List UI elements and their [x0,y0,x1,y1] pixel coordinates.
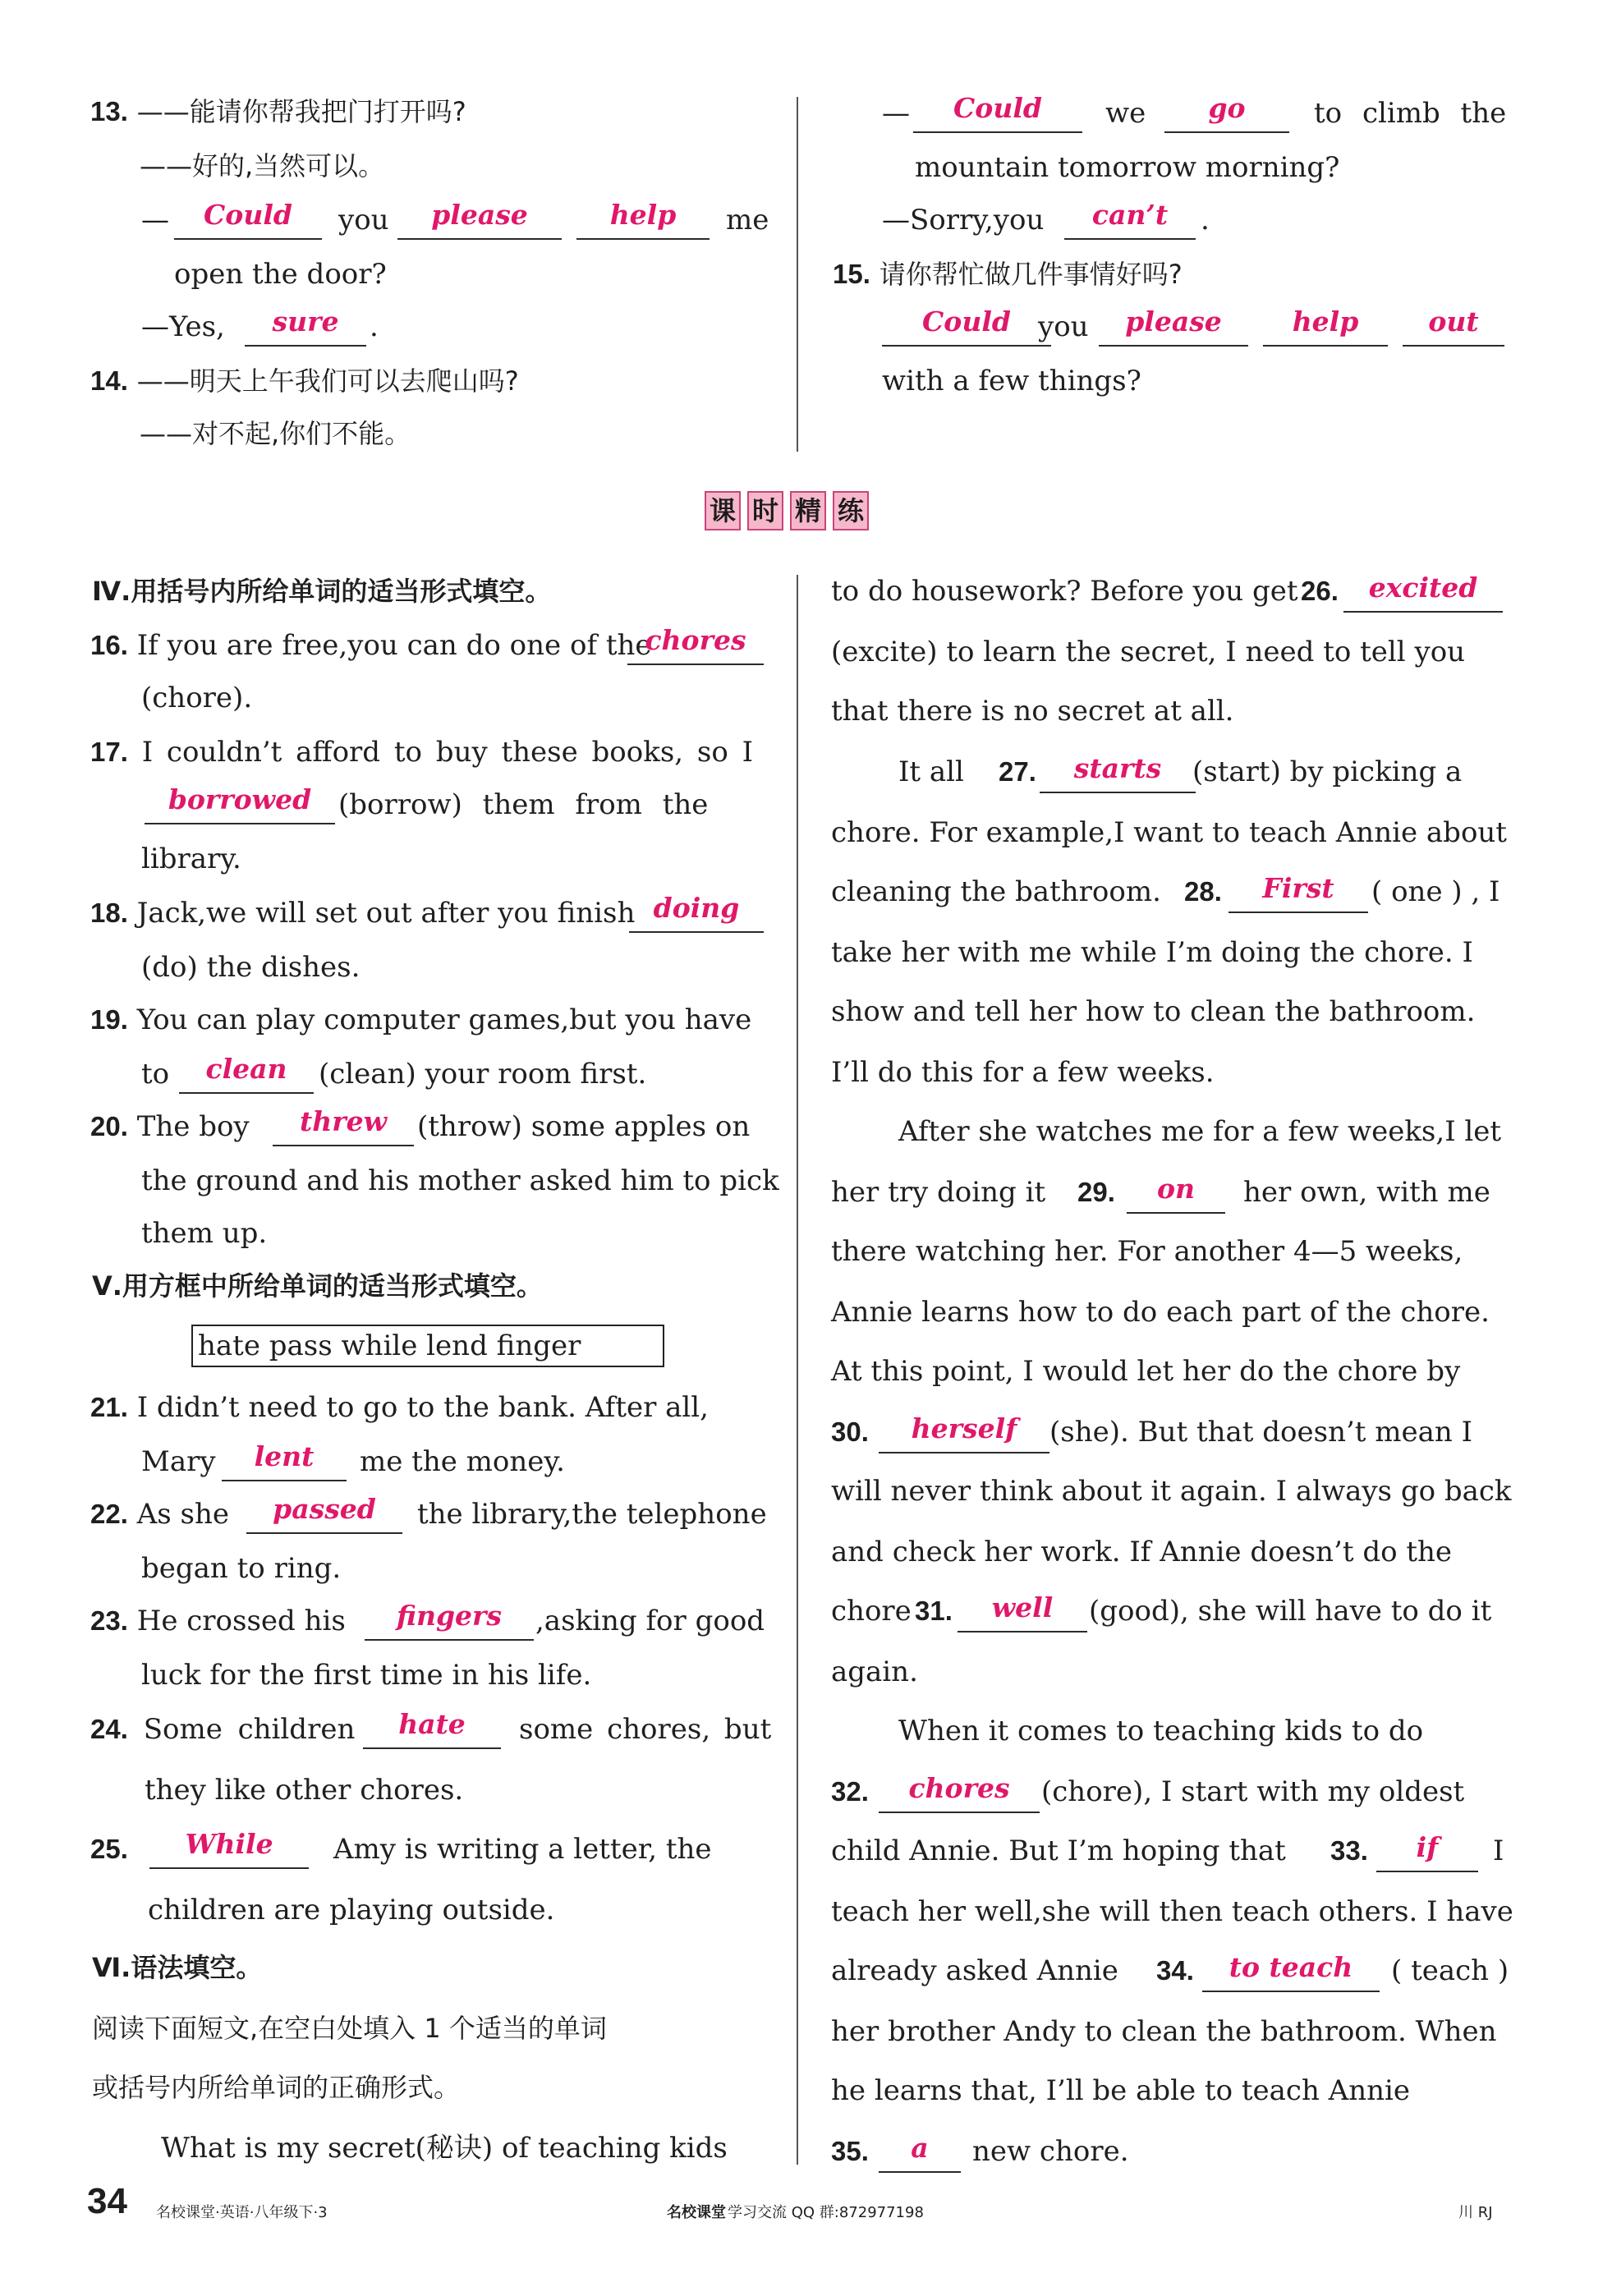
column-divider-main [797,575,798,2165]
section-vi-title: Ⅵ.语法填空。 [92,1952,263,1983]
passage-line-0: What is my secret(秘诀) of teaching kids [161,2132,728,2165]
answer-text: First [1262,872,1334,904]
answer-text: help [609,199,677,231]
q14-blank-1[interactable] [913,92,1082,133]
q14-words: to climb the [1314,97,1507,130]
q17-line1 [90,736,753,769]
q15-prompt [833,258,1183,291]
banner-char-3: 精 [790,491,826,530]
q13-period: . [370,310,379,343]
q25-line1 [90,1833,128,1866]
q20-line1 [90,1110,250,1143]
q17-text: I couldn’t afford to buy these books, so I [141,736,754,769]
q17-number: 17. [90,737,128,767]
q23-line1 [90,1605,346,1637]
passage-line-1: to do housework? Before you get [831,575,1298,608]
q16-blank[interactable] [627,624,764,665]
passage-line-4b: (start) by picking a [1192,755,1463,788]
q13-word-me: me [726,204,769,236]
answer-text: passed [273,1493,376,1525]
q21-mary: Mary [141,1445,216,1478]
q22-blank[interactable] [246,1493,402,1534]
answer-text: threw [299,1105,388,1137]
q23-text: He crossed his [136,1605,346,1637]
passage-line-21: (chore), I start with my oldest [1041,1775,1465,1808]
passage-line-11: her try doing it [831,1176,1046,1209]
footer-book-title: 名校课堂·英语·八年级下·3 [156,2204,328,2221]
section-iv-title: Ⅳ.用括号内所给单词的适当形式填空。 [92,576,552,607]
answer-text: well [991,1591,1054,1623]
q35-number: 35. [831,2136,869,2166]
passage-line-4: It all [898,755,964,788]
q27-number: 27. [999,756,1036,787]
q31-blank[interactable] [958,1591,1087,1632]
q13-chinese-1: ——能请你帮我把门打开吗? [136,96,466,127]
q14-number: 14. [90,365,128,396]
q26-number: 26. [1301,576,1339,606]
q21-text: I didn’t need to go to the bank. After all, [136,1391,709,1424]
q25-blank[interactable] [149,1828,309,1869]
answer-text: excited [1368,572,1478,604]
q34-number: 34. [1156,1955,1194,1986]
q18-line1 [90,897,635,930]
q24-number: 24. [90,1714,128,1744]
answer-text: doing [653,892,740,924]
passage-line-25: her brother Andy to clean the bathroom. When [831,2015,1497,2048]
passage-line-12: there watching her. For another 4—5 weeks, [831,1235,1463,1268]
answer-text: While [185,1828,273,1860]
answer-text: sure [272,305,339,338]
passage-line-17: and check her work. If Annie doesn’t do the [831,1536,1453,1568]
q22-text: As she [136,1498,229,1531]
q17-line3: library. [141,843,241,875]
answer-text: please [431,199,528,231]
answer-text: starts [1073,752,1162,784]
q15-chinese: 请你帮忙做几件事情好吗? [879,259,1183,290]
passage-line-18: chore [831,1595,912,1628]
answer-text: if [1416,1831,1439,1863]
answer-text: lent [254,1440,315,1472]
q18-hint: (do) the dishes. [141,951,361,984]
page-number: 34 [87,2181,127,2221]
passage-line-26: he learns that, I’ll be able to teach Annie [831,2074,1411,2107]
q19-blank[interactable] [179,1053,314,1094]
passage-line-22: child Annie. But I’m hoping that [831,1835,1286,1867]
q16-text: If you are free,you can do one of the [136,629,652,662]
passage-line-5: chore. For example,I want to teach Annie about [831,816,1507,849]
q24-line1 [90,1713,355,1746]
passage-line-24: already asked Annie [831,1954,1118,1987]
q15-word-you: you [1038,310,1089,343]
q14-blank-3[interactable] [1064,199,1196,240]
passage-line-3: that there is no secret at all. [831,695,1234,728]
q13-blank-1[interactable] [174,199,322,240]
section-v-title: Ⅴ.用方框中所给单词的适当形式填空。 [92,1270,543,1302]
passage-line-20: When it comes to teaching kids to do [898,1715,1424,1747]
passage-line-13: Annie learns how to do each part of the chore. [831,1296,1490,1329]
q14-blank-2[interactable] [1164,92,1289,133]
section-vi-intro-2: 或括号内所给单词的正确形式。 [92,2072,461,2103]
q13-word-you: you [338,204,389,236]
q22-line2: began to ring. [141,1552,342,1585]
passage-line-27: new chore. [972,2135,1129,2168]
q21-blank[interactable] [222,1440,347,1481]
q19-to: to [141,1058,170,1091]
passage-line-9: I’ll do this for a few weeks. [831,1056,1215,1089]
q20-text: The boy [136,1110,250,1143]
q20-blank[interactable] [273,1105,414,1146]
answer-text: fingers [396,1600,503,1632]
q34-blank[interactable] [1202,1951,1380,1992]
passage-line-6: cleaning the bathroom. [831,875,1161,908]
footer-edition: 川 RJ [1458,2204,1493,2221]
q17-hint: (borrow) them from the [338,788,709,821]
answer-text: can’t [1091,199,1169,231]
q13-blank-4[interactable] [245,305,366,347]
q21-number: 21. [90,1392,128,1422]
q13-chinese-2: ——好的,当然可以。 [140,150,385,181]
q22-rest: the library,the telephone [417,1498,767,1531]
answer-text: to teach [1229,1951,1353,1983]
q14-word-we: we [1105,97,1146,130]
q15-blank-4[interactable] [1403,305,1504,347]
q28-number: 28. [1184,876,1222,907]
answer-text: go [1208,92,1246,124]
q16-line1 [90,629,652,662]
q17-blank[interactable] [145,783,335,824]
q30-number: 30. [831,1417,869,1447]
answer-text: a [911,2132,929,2164]
q22-number: 22. [90,1499,128,1529]
q27-blank[interactable] [1040,752,1196,793]
passage-line-19: again. [831,1655,918,1688]
passage-line-11b: her own, with me [1243,1176,1490,1209]
answer-text: chores [908,1772,1010,1804]
q15-line2: with a few things? [882,365,1141,397]
q24-text: Some children [143,1713,356,1746]
passage-line-16: will never think about it again. I always go back [831,1475,1512,1508]
answer-text: out [1428,305,1479,338]
q25-rest: Amy is writing a letter, the [333,1833,712,1866]
answer-text: help [1292,305,1359,338]
q13-dash: — [141,204,169,236]
q28-blank[interactable] [1229,872,1368,913]
q23-rest: ,asking for good [535,1605,765,1637]
q32-number: 32. [831,1776,869,1807]
q18-number: 18. [90,898,128,928]
q13-line2: open the door? [174,258,387,291]
q19-line1 [90,1003,751,1036]
word-box: hate pass while lend finger [191,1325,664,1367]
q24-blank[interactable] [363,1708,501,1749]
q33-blank[interactable] [1376,1831,1478,1872]
q20-line3: them up. [141,1217,268,1250]
q23-number: 23. [90,1605,128,1636]
q14-chinese-2: ——对不起,你们不能。 [140,418,411,449]
q13-number: 13. [90,96,128,126]
section-vi-intro-1: 阅读下面短文,在空白处填入 1 个适当的单词 [92,2013,607,2044]
passage-line-7: take her with me while I’m doing the chore. I [831,936,1473,969]
q15-number: 15. [833,259,870,289]
q33-number: 33. [1330,1835,1368,1866]
q16-number: 16. [90,630,128,660]
q19-number: 19. [90,1004,128,1035]
passage-line-23: teach her well,she will then teach others. I have [831,1895,1513,1928]
banner-char-1: 课 [705,491,741,530]
footer-brand-logo: 名校课堂 [667,2204,726,2221]
q29-blank[interactable] [1127,1173,1225,1214]
q35-blank[interactable] [879,2132,961,2173]
answer-text: chores [645,624,746,656]
q22-line1 [90,1498,229,1531]
q13-prompt [90,95,466,128]
passage-line-15: (she). But that doesn’t mean I [1049,1416,1473,1449]
passage-line-8: show and tell her how to clean the bathroom. [831,995,1476,1028]
q23-line2: luck for the first time in his life. [141,1659,592,1692]
q23-blank[interactable] [365,1600,534,1641]
q19-hint: (clean) your room first. [319,1058,647,1091]
q25-line2: children are playing outside. [148,1894,555,1926]
q13-blank-3[interactable] [576,199,710,240]
q16-hint: (chore). [141,682,253,714]
q21-rest: me the money. [360,1445,565,1478]
passage-line-10: After she watches me for a few weeks,I let [898,1115,1502,1148]
banner-char-4: 练 [833,491,869,530]
q14-line2: mountain tomorrow morning? [915,151,1340,184]
answer-text: hate [398,1708,466,1740]
passage-line-2: (excite) to learn the secret, I need to tell you [831,636,1466,668]
answer-text: Could [922,305,1011,338]
q18-blank[interactable] [629,892,764,933]
answer-text: please [1125,305,1222,338]
q32-blank[interactable] [879,1772,1040,1813]
q15-blank-2[interactable] [1099,305,1248,347]
passage-line-18b: (good), she will have to do it [1089,1595,1492,1628]
footer-qq-group: 学习交流 QQ 群:872977198 [728,2204,924,2221]
q14-dash: — [882,97,910,130]
q14-line3: —Sorry,you [882,204,1045,236]
q13-blank-2[interactable] [397,199,562,240]
q18-text: Jack,we will set out after you finish [136,897,636,930]
q20-line2: the ground and his mother asked him to pick [141,1164,779,1197]
answer-text: herself [911,1412,1017,1444]
column-divider-top [797,97,798,452]
q31-number: 31. [915,1596,953,1626]
passage-line-24b: ( teach ) [1391,1954,1509,1987]
answer-text: on [1156,1173,1195,1205]
passage-line-14: At this point, I would let her do the chore by [831,1355,1461,1388]
banner-char-2: 时 [747,491,783,530]
q13-yes: —Yes, [141,310,225,343]
q30-blank[interactable] [879,1412,1049,1453]
q15-blank-3[interactable] [1263,305,1388,347]
answer-text: Could [953,92,1042,124]
q26-blank[interactable] [1343,572,1503,613]
answer-text: clean [205,1053,287,1085]
q15-blank-1[interactable] [882,305,1051,347]
q14-chinese-1: ——明天上午我们可以去爬山吗? [136,365,519,397]
answer-text: Could [204,199,292,231]
q24-line2: they like other chores. [145,1774,464,1807]
q14-period: . [1201,204,1210,236]
q24-rest: some chores, but [519,1713,772,1746]
passage-line-6b: ( one ) , I [1371,875,1500,908]
q25-number: 25. [90,1834,128,1864]
q29-number: 29. [1077,1177,1115,1207]
q21-line1 [90,1391,709,1424]
passage-line-22b: I [1493,1835,1504,1867]
q14-prompt [90,365,519,397]
q20-number: 20. [90,1111,128,1141]
q19-text: You can play computer games,but you have [136,1003,752,1036]
q20-hint: (throw) some apples on [417,1110,751,1143]
answer-text: borrowed [168,783,312,815]
